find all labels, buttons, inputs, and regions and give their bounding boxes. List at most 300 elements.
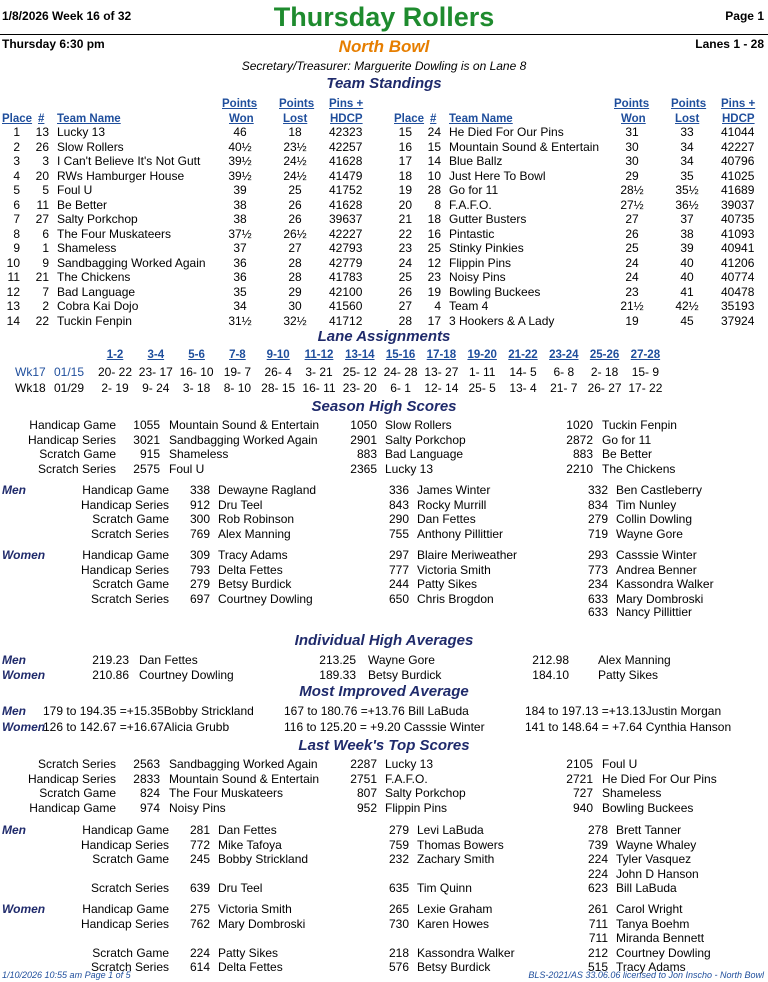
standing-pins-hdcp: 41479 bbox=[329, 168, 363, 183]
standing-points-won: 40½ bbox=[228, 139, 252, 154]
high-avg-label: Men bbox=[2, 653, 26, 667]
lane-range: Lanes 1 - 28 bbox=[695, 37, 764, 51]
lane-week-date: 01/15 bbox=[54, 365, 85, 379]
lane-pair-header: 3-4 bbox=[147, 349, 165, 361]
score-category: Scratch Series bbox=[90, 526, 169, 541]
score-name: Kassondra Walker bbox=[616, 577, 714, 591]
standing-team-number: 16 bbox=[427, 226, 441, 241]
lane-matchup: 17- 22 bbox=[628, 381, 663, 395]
col-header-hdcp: HDCP bbox=[330, 113, 363, 125]
score-name: Betsy Burdick bbox=[417, 960, 491, 974]
score-name: Rocky Murrill bbox=[417, 497, 487, 512]
score-category: Handicap Series bbox=[80, 497, 169, 512]
score-value: 777 bbox=[388, 562, 409, 577]
standing-pins-hdcp: 41712 bbox=[329, 313, 363, 328]
standing-team-name: Lucky 13 bbox=[57, 125, 106, 139]
score-name: Dru Teel bbox=[218, 497, 263, 512]
section-team-standings: Team Standings bbox=[326, 75, 442, 92]
score-category: Handicap Series bbox=[80, 562, 169, 577]
standing-pins-hdcp: 41752 bbox=[329, 183, 363, 197]
lane-matchup: 24- 28 bbox=[383, 365, 418, 379]
score-name: Delta Fettes bbox=[218, 562, 283, 577]
standing-points-lost: 30 bbox=[288, 299, 302, 313]
score-value: 883 bbox=[356, 447, 377, 461]
score-category: Handicap Series bbox=[80, 916, 169, 931]
score-name: Tuckin Fenpin bbox=[602, 418, 677, 432]
score-name: Bill LaBuda bbox=[616, 881, 677, 895]
standing-team-name: Mountain Sound & Entertain bbox=[449, 139, 600, 154]
standing-pins-hdcp: 41628 bbox=[329, 197, 363, 212]
lane-matchup: 23- 17 bbox=[138, 365, 173, 379]
lane-pair-header: 9-10 bbox=[266, 349, 290, 361]
score-value: 278 bbox=[587, 823, 608, 837]
score-category: Handicap Series bbox=[80, 837, 169, 852]
standing-points-won: 28½ bbox=[620, 183, 644, 197]
standing-place: 16 bbox=[398, 139, 412, 154]
score-value: 727 bbox=[572, 786, 593, 800]
score-name: Anthony Pillittier bbox=[417, 526, 504, 541]
standing-points-won: 46 bbox=[233, 125, 247, 139]
standing-place: 21 bbox=[398, 212, 412, 226]
lane-matchup: 2- 18 bbox=[590, 365, 619, 379]
score-name: Salty Porkchop bbox=[385, 432, 466, 447]
standing-points-won: 27 bbox=[625, 212, 639, 226]
standing-points-lost: 25 bbox=[288, 183, 302, 197]
lane-matchup: 25- 12 bbox=[342, 365, 377, 379]
score-value: 883 bbox=[572, 447, 593, 461]
score-value: 332 bbox=[587, 483, 608, 497]
lane-pair-header: 13-14 bbox=[345, 349, 375, 361]
score-name: Mountain Sound & Entertain bbox=[169, 418, 320, 432]
score-name: Dan Fettes bbox=[218, 823, 277, 837]
lane-matchup: 23- 20 bbox=[342, 381, 377, 395]
score-name: Victoria Smith bbox=[218, 902, 292, 916]
standing-team-number: 12 bbox=[427, 255, 441, 270]
standing-team-name: Pintastic bbox=[449, 226, 495, 241]
standing-pins-hdcp: 42793 bbox=[329, 241, 363, 255]
standing-points-lost: 26 bbox=[288, 197, 302, 212]
score-value: 824 bbox=[139, 786, 160, 800]
score-name: Tyler Vasquez bbox=[616, 852, 692, 866]
standing-points-won: 24 bbox=[625, 270, 639, 284]
standing-team-name: The Chickens bbox=[57, 270, 131, 284]
standing-points-won: 34 bbox=[233, 299, 247, 313]
label-men: Men bbox=[2, 483, 26, 497]
score-value: 279 bbox=[388, 823, 409, 837]
score-category: Handicap Series bbox=[27, 771, 116, 786]
standing-place: 22 bbox=[398, 226, 412, 241]
score-name: The Chickens bbox=[602, 461, 676, 476]
standing-team-name: Team 4 bbox=[449, 299, 489, 313]
standing-team-name: Be Better bbox=[57, 197, 108, 212]
score-name: Tracy Adams bbox=[218, 548, 288, 562]
most-improved-entry: 116 to 125.20 = +9.20 Casssie Winter bbox=[284, 720, 485, 734]
report-date-week: 1/8/2026 Week 16 of 32 bbox=[2, 9, 132, 23]
standing-team-number: 27 bbox=[35, 212, 49, 226]
score-value: 279 bbox=[587, 512, 608, 526]
standing-team-name: Just Here To Bowl bbox=[449, 168, 546, 183]
standing-team-name: 3 Hookers & A Lady bbox=[449, 313, 555, 328]
score-value: 338 bbox=[189, 483, 210, 497]
score-name: Casssie Winter bbox=[616, 548, 697, 562]
score-value: 697 bbox=[189, 591, 210, 606]
standing-points-lost: 34 bbox=[680, 139, 694, 154]
score-value: 300 bbox=[189, 512, 210, 526]
score-name: Slow Rollers bbox=[385, 418, 452, 432]
col-header-number: # bbox=[38, 113, 45, 125]
standing-team-name: Blue Ballz bbox=[449, 154, 503, 168]
high-avg-label: Women bbox=[2, 668, 46, 682]
score-category: Handicap Game bbox=[82, 902, 169, 916]
score-value: 232 bbox=[388, 852, 409, 866]
most-improved-entry: 179 to 194.35 =+15.35Bobby Strickland bbox=[43, 704, 254, 718]
standing-pins-hdcp: 42227 bbox=[721, 139, 755, 154]
score-name: Be Better bbox=[602, 447, 653, 461]
score-name: John D Hanson bbox=[616, 866, 699, 881]
score-value: 2901 bbox=[350, 432, 377, 447]
score-value: 2105 bbox=[566, 757, 593, 771]
standing-pins-hdcp: 40774 bbox=[721, 270, 755, 284]
standing-points-won: 31 bbox=[625, 125, 639, 139]
lane-matchup: 20- 22 bbox=[97, 365, 133, 379]
lane-pair-header: 21-22 bbox=[508, 349, 538, 361]
standing-team-number: 28 bbox=[427, 183, 441, 197]
score-value: 915 bbox=[139, 447, 160, 461]
score-name: Tanya Boehm bbox=[616, 916, 690, 931]
score-value: 2833 bbox=[133, 771, 160, 786]
lane-pair-header: 23-24 bbox=[549, 349, 579, 361]
standing-points-lost: 18 bbox=[288, 125, 302, 139]
score-category: Scratch Series bbox=[90, 960, 169, 974]
most-improved-entry: 184 to 197.13 =+13.13Justin Morgan bbox=[525, 704, 722, 718]
standing-pins-hdcp: 41689 bbox=[721, 183, 755, 197]
score-name: The Four Muskateers bbox=[169, 786, 284, 800]
standing-points-won: 29 bbox=[625, 168, 639, 183]
standing-team-number: 10 bbox=[427, 168, 441, 183]
standing-points-lost: 28 bbox=[288, 255, 302, 270]
standing-team-name: Flippin Pins bbox=[449, 255, 512, 270]
score-name: Dru Teel bbox=[218, 881, 263, 895]
standing-points-lost: 35 bbox=[680, 168, 694, 183]
score-category: Handicap Game bbox=[82, 548, 169, 562]
section-season-high-scores: Season High Scores bbox=[311, 398, 457, 415]
col-header-points-won-2: Won bbox=[621, 113, 646, 125]
standing-team-name: Bowling Buckees bbox=[449, 284, 541, 299]
standing-pins-hdcp: 40941 bbox=[721, 241, 755, 255]
standing-pins-hdcp: 41628 bbox=[329, 154, 363, 168]
standing-pins-hdcp: 42257 bbox=[329, 139, 363, 154]
score-value: 843 bbox=[388, 497, 409, 512]
standing-pins-hdcp: 41783 bbox=[329, 270, 363, 284]
col-header-pins: Pins + bbox=[329, 98, 364, 110]
score-category: Handicap Game bbox=[82, 483, 169, 497]
score-value: 297 bbox=[388, 548, 409, 562]
standing-pins-hdcp: 40735 bbox=[721, 212, 755, 226]
score-name: Bobby Strickland bbox=[218, 852, 309, 866]
standing-points-lost: 42½ bbox=[675, 299, 699, 313]
col-header-place: Place bbox=[394, 113, 425, 125]
page-number: Page 1 bbox=[725, 9, 764, 23]
score-name: Blaire Meriweather bbox=[417, 548, 518, 562]
standing-points-won: 37½ bbox=[228, 226, 252, 241]
score-value: 633 bbox=[587, 591, 608, 606]
standing-place: 20 bbox=[398, 197, 412, 212]
standing-pins-hdcp: 41560 bbox=[329, 299, 363, 313]
score-value: 234 bbox=[587, 577, 608, 591]
lane-pair-header: 5-6 bbox=[188, 349, 205, 361]
standing-pins-hdcp: 39037 bbox=[721, 197, 755, 212]
score-name: Patty Sikes bbox=[417, 577, 478, 591]
standing-team-number: 21 bbox=[35, 270, 49, 284]
score-name: Foul U bbox=[169, 461, 205, 476]
score-name: Mountain Sound & Entertain bbox=[169, 771, 320, 786]
score-value: 912 bbox=[189, 497, 210, 512]
score-name: Nancy Pillittier bbox=[616, 605, 693, 619]
standing-team-name: Foul U bbox=[57, 183, 93, 197]
score-category: Scratch Game bbox=[92, 577, 169, 591]
score-name: Noisy Pins bbox=[169, 800, 226, 815]
lane-matchup: 6- 1 bbox=[390, 381, 411, 395]
score-name: Courtney Dowling bbox=[616, 945, 711, 960]
score-value: 1050 bbox=[350, 418, 377, 432]
standing-place: 15 bbox=[398, 125, 412, 139]
score-value: 711 bbox=[588, 916, 608, 931]
standing-points-lost: 38 bbox=[680, 226, 694, 241]
score-category: Scratch Game bbox=[39, 447, 116, 461]
score-name: Go for 11 bbox=[602, 432, 652, 447]
score-name: Alex Manning bbox=[218, 526, 291, 541]
score-name: Zachary Smith bbox=[417, 852, 495, 866]
standing-team-name: Cobra Kai Dojo bbox=[57, 299, 139, 313]
section-lane-assignments: Lane Assignments bbox=[317, 328, 451, 345]
standing-points-lost: 26 bbox=[288, 212, 302, 226]
standing-place: 10 bbox=[6, 255, 20, 270]
col-header-points-lost: Points bbox=[279, 98, 315, 110]
standing-points-won: 36 bbox=[233, 255, 247, 270]
standing-team-name: Slow Rollers bbox=[57, 139, 124, 154]
standing-place: 27 bbox=[398, 299, 412, 313]
standing-pins-hdcp: 42227 bbox=[329, 226, 363, 241]
score-name: Collin Dowling bbox=[616, 512, 693, 526]
standing-pins-hdcp: 42779 bbox=[329, 255, 363, 270]
standing-team-name: Gutter Busters bbox=[449, 212, 527, 226]
bowling-center: North Bowl bbox=[338, 37, 430, 56]
lane-matchup: 16- 10 bbox=[179, 365, 214, 379]
score-value: 739 bbox=[587, 837, 608, 852]
standing-team-name: Salty Porkchop bbox=[57, 212, 138, 226]
standing-points-won: 36 bbox=[233, 270, 247, 284]
high-avg-name: Alex Manning bbox=[598, 653, 671, 667]
lane-pair-header: 1-2 bbox=[106, 349, 124, 361]
lane-matchup: 19- 7 bbox=[223, 365, 252, 379]
score-value: 309 bbox=[189, 548, 210, 562]
footer-print-info: 1/10/2026 10:55 am Page 1 of 5 bbox=[2, 970, 131, 980]
score-name: Levi LaBuda bbox=[417, 823, 484, 837]
score-name: Bad Language bbox=[385, 447, 464, 461]
score-name: F.A.F.O. bbox=[385, 771, 428, 786]
score-value: 224 bbox=[587, 866, 608, 881]
standing-points-won: 38 bbox=[233, 197, 247, 212]
standing-points-lost: 23½ bbox=[283, 139, 307, 154]
standing-team-number: 23 bbox=[427, 270, 441, 284]
score-name: Tim Nunley bbox=[616, 497, 677, 512]
score-name: Betsy Burdick bbox=[218, 577, 292, 591]
score-value: 576 bbox=[388, 960, 409, 974]
score-value: 2721 bbox=[566, 771, 593, 786]
standing-pins-hdcp: 42100 bbox=[329, 284, 363, 299]
score-category: Handicap Game bbox=[29, 418, 116, 432]
score-name: Andrea Benner bbox=[616, 562, 697, 577]
lane-matchup: 15- 9 bbox=[631, 365, 660, 379]
col-header-hdcp: HDCP bbox=[722, 113, 755, 125]
lane-pair-header: 25-26 bbox=[589, 349, 620, 361]
score-value: 650 bbox=[388, 591, 409, 606]
score-category: Scratch Series bbox=[37, 757, 116, 771]
label-women: Women bbox=[2, 548, 46, 562]
standing-team-number: 18 bbox=[427, 212, 441, 226]
standing-team-name: RWs Hamburger House bbox=[57, 168, 185, 183]
standing-points-lost: 35½ bbox=[675, 183, 699, 197]
label-women: Women bbox=[2, 902, 46, 916]
score-name: Salty Porkchop bbox=[385, 786, 466, 800]
score-name: Brett Tanner bbox=[616, 823, 682, 837]
col-header-points-won-2: Won bbox=[229, 113, 254, 125]
lane-matchup: 26- 27 bbox=[587, 381, 622, 395]
score-name: Shameless bbox=[602, 786, 662, 800]
score-value: 515 bbox=[587, 960, 608, 974]
score-name: Courtney Dowling bbox=[218, 591, 313, 606]
standing-team-name: Tuckin Fenpin bbox=[57, 313, 132, 328]
standing-pins-hdcp: 41093 bbox=[721, 226, 755, 241]
most-improved-entry: 126 to 142.67 =+16.67Alicia Grubb bbox=[43, 720, 230, 734]
score-name: Miranda Bennett bbox=[616, 931, 705, 945]
score-value: 261 bbox=[587, 902, 608, 916]
standing-place: 5 bbox=[13, 183, 20, 197]
score-name: Thomas Bowers bbox=[417, 837, 504, 852]
score-name: Mary Dombroski bbox=[616, 591, 704, 606]
score-category: Scratch Game bbox=[39, 786, 116, 800]
lane-matchup: 28- 15 bbox=[261, 381, 296, 395]
standing-points-lost: 37 bbox=[680, 212, 694, 226]
score-value: 336 bbox=[388, 483, 409, 497]
score-value: 614 bbox=[189, 960, 210, 974]
score-value: 2575 bbox=[133, 461, 160, 476]
standing-team-number: 2 bbox=[42, 299, 49, 313]
standing-points-lost: 24½ bbox=[283, 154, 307, 168]
standing-points-won: 38 bbox=[233, 212, 247, 226]
standing-points-won: 25 bbox=[625, 241, 639, 255]
score-value: 762 bbox=[189, 916, 210, 931]
score-value: 719 bbox=[587, 526, 608, 541]
lane-matchup: 21- 7 bbox=[550, 381, 578, 395]
lane-matchup: 3- 18 bbox=[182, 381, 211, 395]
section-last-week-top-scores: Last Week's Top Scores bbox=[298, 737, 470, 754]
col-header-team-name: Team Name bbox=[57, 113, 121, 125]
score-value: 623 bbox=[587, 881, 608, 895]
standing-place: 14 bbox=[6, 313, 20, 328]
score-value: 3021 bbox=[133, 432, 160, 447]
lane-matchup: 3- 21 bbox=[305, 365, 333, 379]
score-value: 1055 bbox=[133, 418, 160, 432]
standing-place: 11 bbox=[7, 270, 20, 284]
high-avg-name: Dan Fettes bbox=[139, 653, 198, 667]
col-header-team-name: Team Name bbox=[449, 113, 513, 125]
high-avg-value: 210.86 bbox=[92, 668, 129, 682]
score-value: 772 bbox=[189, 837, 210, 852]
standing-place: 25 bbox=[398, 270, 412, 284]
high-avg-value: 213.25 bbox=[319, 653, 356, 667]
standing-pins-hdcp: 35193 bbox=[721, 299, 755, 313]
standing-pins-hdcp: 41206 bbox=[721, 255, 755, 270]
standing-points-lost: 24½ bbox=[283, 168, 307, 183]
score-name: Flippin Pins bbox=[385, 800, 448, 815]
score-value: 759 bbox=[388, 837, 409, 852]
score-name: Rob Robinson bbox=[218, 512, 295, 526]
score-name: Lucky 13 bbox=[385, 757, 434, 771]
lane-pair-header: 17-18 bbox=[426, 349, 457, 361]
score-category: Scratch Series bbox=[90, 591, 169, 606]
standing-team-name: The Four Muskateers bbox=[57, 226, 172, 241]
standing-place: 4 bbox=[13, 168, 20, 183]
standing-place: 7 bbox=[13, 212, 20, 226]
standing-team-name: He Died For Our Pins bbox=[449, 125, 564, 139]
label-men: Men bbox=[2, 823, 26, 837]
standing-pins-hdcp: 40796 bbox=[721, 154, 755, 168]
section-individual-high-averages: Individual High Averages bbox=[294, 632, 474, 649]
standing-team-number: 15 bbox=[427, 139, 441, 154]
score-value: 2210 bbox=[566, 461, 593, 476]
standing-pins-hdcp: 37924 bbox=[721, 313, 755, 328]
score-name: Mary Dombroski bbox=[218, 916, 306, 931]
standing-team-number: 17 bbox=[427, 313, 441, 328]
standing-team-name: Sandbagging Worked Again bbox=[57, 255, 206, 270]
footer-license: BLS-2021/AS 33.06.06 licensed to Jon Inscho - North Bowl bbox=[528, 970, 764, 980]
standing-pins-hdcp: 39637 bbox=[329, 212, 363, 226]
score-value: 807 bbox=[356, 786, 377, 800]
high-avg-name: Wayne Gore bbox=[368, 653, 435, 667]
score-name: Wayne Gore bbox=[616, 526, 683, 541]
standing-place: 13 bbox=[6, 299, 20, 313]
score-category: Scratch Series bbox=[90, 881, 169, 895]
standing-place: 6 bbox=[13, 197, 20, 212]
score-value: 245 bbox=[189, 852, 210, 866]
score-category: Handicap Series bbox=[27, 432, 116, 447]
score-name: Tim Quinn bbox=[417, 881, 472, 895]
standing-points-won: 39½ bbox=[228, 168, 252, 183]
standing-points-lost: 34 bbox=[680, 154, 694, 168]
secretary-note: Secretary/Treasurer: Marguerite Dowling is on Lane 8 bbox=[241, 59, 527, 73]
score-value: 974 bbox=[139, 800, 160, 815]
standing-team-number: 4 bbox=[434, 299, 441, 313]
standing-points-won: 31½ bbox=[228, 313, 252, 328]
standing-points-won: 27½ bbox=[620, 197, 644, 212]
standing-place: 18 bbox=[398, 168, 412, 183]
most-improved-entry: 141 to 148.64 = +7.64 Cynthia Hanson bbox=[525, 720, 732, 734]
standing-team-number: 3 bbox=[42, 154, 49, 168]
score-value: 755 bbox=[388, 526, 409, 541]
lane-matchup: 9- 24 bbox=[142, 381, 170, 395]
standing-points-lost: 41 bbox=[680, 284, 694, 299]
score-value: 212 bbox=[587, 945, 608, 960]
score-value: 275 bbox=[189, 902, 210, 916]
score-value: 224 bbox=[587, 852, 608, 866]
score-value: 224 bbox=[189, 945, 210, 960]
standing-team-number: 11 bbox=[36, 197, 49, 212]
score-name: Wayne Whaley bbox=[616, 837, 697, 852]
standing-team-number: 6 bbox=[42, 226, 49, 241]
standing-points-won: 24 bbox=[625, 255, 639, 270]
standing-points-won: 30 bbox=[625, 154, 639, 168]
